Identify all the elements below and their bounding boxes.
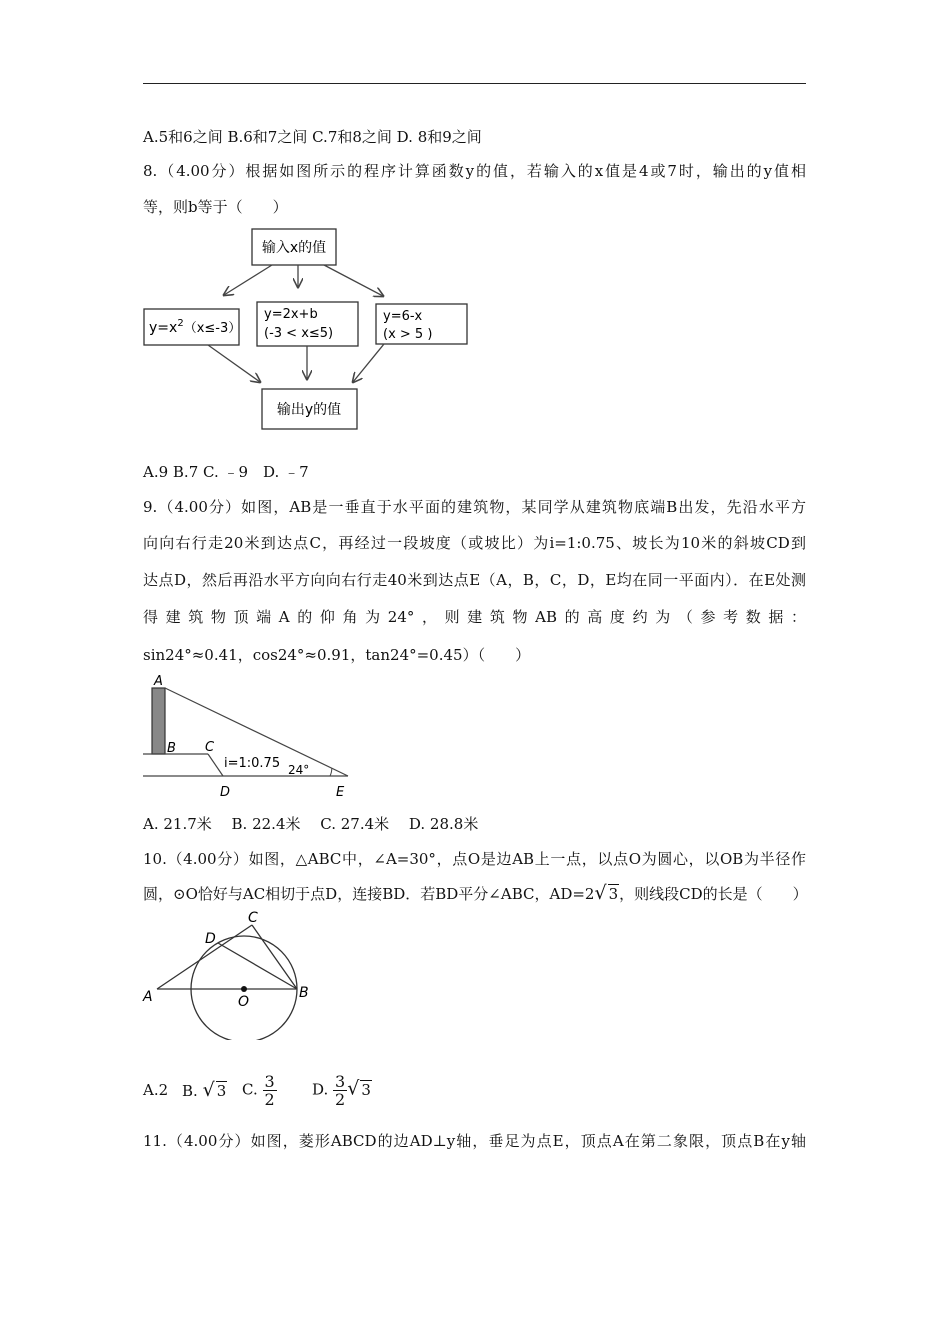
angle-arc bbox=[330, 768, 332, 776]
fraction-numerator: 3 bbox=[335, 1072, 346, 1091]
sqrt-sign: √ bbox=[347, 1077, 360, 1100]
flow-left-expr: y=x bbox=[149, 320, 178, 336]
q10-line2-pre: 圆，⊙O恰好与AC相切于点D，连接BD．若BD平分∠ABC，AD=2 bbox=[143, 885, 595, 903]
q8-flowchart bbox=[140, 225, 480, 435]
arrow-left-output bbox=[208, 345, 260, 382]
q10-figure bbox=[140, 905, 320, 1040]
q10-option-d bbox=[312, 1073, 372, 1108]
q10-option-b bbox=[182, 1080, 227, 1101]
q8-options: A.9 B.7 C. ﹣9 D. ﹣7 bbox=[143, 463, 309, 481]
q10-option-d-radicand: 3 bbox=[361, 1080, 371, 1099]
q11-text-line1: 11.（4.00分）如图，菱形ABCD的边AD⊥y轴，垂足为点E，顶点A在第二象限，顶点B在y轴 bbox=[143, 1132, 806, 1150]
arrow-input-left bbox=[224, 265, 272, 295]
q10-option-d-label: D. bbox=[312, 1080, 329, 1099]
point-o bbox=[241, 986, 247, 992]
sqrt-sign: √ bbox=[594, 882, 607, 904]
q10-line2-post: ，则线段CD的长是（ ） bbox=[619, 885, 808, 903]
label-c: C bbox=[248, 910, 258, 926]
arrow-input-right bbox=[324, 265, 383, 296]
q9-options: A. 21.7米 B. 22.4米 C. 27.4米 D. 28.8米 bbox=[143, 815, 479, 833]
q7-options: A.5和6之间 B.6和7之间 C.7和8之间 D. 8和9之间 bbox=[143, 128, 482, 146]
label-c: C bbox=[205, 740, 215, 755]
q9-figure bbox=[140, 670, 360, 805]
fraction-numerator: 3 bbox=[264, 1072, 275, 1091]
arrow-right-output bbox=[353, 344, 384, 382]
q10-option-a: A.2 bbox=[143, 1081, 169, 1099]
q10-option-c bbox=[242, 1073, 277, 1108]
slope-label: i=1:0.75 bbox=[224, 756, 281, 771]
label-d: D bbox=[205, 931, 216, 947]
q9-text-line4: 得建筑物顶端A的仰角为24°，则建筑物AB的高度约为（参考数据： bbox=[143, 608, 806, 626]
q10-text-line1: 10.（4.00分）如图，△ABC中，∠A=30°，点O是边AB上一点，以点O为圆心，以OB为半径作 bbox=[143, 850, 806, 868]
q10-text-line2 bbox=[143, 883, 808, 904]
label-a: A bbox=[143, 989, 153, 1005]
q10-option-d-fraction bbox=[333, 1073, 347, 1108]
fraction-denominator: 2 bbox=[264, 1090, 275, 1109]
label-a: A bbox=[154, 674, 163, 689]
q10-option-b-label: B. bbox=[182, 1082, 198, 1100]
q10-option-c-label: C. bbox=[242, 1080, 258, 1099]
flow-mid-text-2: (-3 < x≤5) bbox=[264, 326, 334, 341]
flow-left-cond: （x≤-3） bbox=[183, 321, 242, 336]
header-rule bbox=[143, 83, 806, 84]
label-d: D bbox=[220, 785, 231, 800]
q8-text-line2: 等，则b等于（ ） bbox=[143, 198, 288, 216]
q10-option-c-fraction bbox=[263, 1073, 277, 1108]
flow-left-text bbox=[149, 318, 241, 336]
angle-label: 24° bbox=[288, 763, 310, 777]
label-o: O bbox=[238, 994, 250, 1010]
q10-line2-radicand: 3 bbox=[608, 885, 619, 903]
q8-text-line1: 8.（4.00分）根据如图所示的程序计算函数y的值，若输入的x值是4或7时，输出的y值相 bbox=[143, 162, 806, 180]
q9-text-line3: 达点D，然后再沿水平方向向右行走40米到达点E（A，B，C，D，E均在同一平面内）．在E处测 bbox=[143, 571, 806, 589]
segment-db bbox=[218, 943, 297, 989]
flow-input-text: 输入x的值 bbox=[261, 240, 327, 256]
segment-cb bbox=[252, 925, 297, 989]
label-b: B bbox=[299, 985, 309, 1001]
q9-text-line5: sin24°≈0.41，cos24°≈0.91，tan24°=0.45）（ ） bbox=[143, 646, 531, 664]
q9-text-line2: 向向右行走20米到达点C，再经过一段坡度（或坡比）为i=1:0.75、坡长为10米的斜坡CD到 bbox=[143, 534, 806, 552]
flow-right-text-2: (x > 5 ) bbox=[383, 327, 433, 342]
flow-mid-text-1: y=2x+b bbox=[264, 307, 318, 322]
flow-left-sup: 2 bbox=[177, 318, 184, 329]
building-ab bbox=[152, 688, 165, 754]
flow-output-text: 输出y的值 bbox=[276, 402, 342, 418]
label-b: B bbox=[167, 741, 176, 756]
q10-option-b-radicand: 3 bbox=[216, 1082, 227, 1100]
slope-cd bbox=[208, 754, 223, 776]
label-e: E bbox=[336, 785, 345, 800]
sqrt-sign: √ bbox=[202, 1079, 215, 1101]
fraction-denominator: 2 bbox=[335, 1090, 346, 1109]
flow-right-text-1: y=6-x bbox=[383, 309, 423, 324]
q9-text-line1: 9.（4.00分）如图，AB是一垂直于水平面的建筑物，某同学从建筑物底端B出发，先沿水平方 bbox=[143, 498, 806, 516]
